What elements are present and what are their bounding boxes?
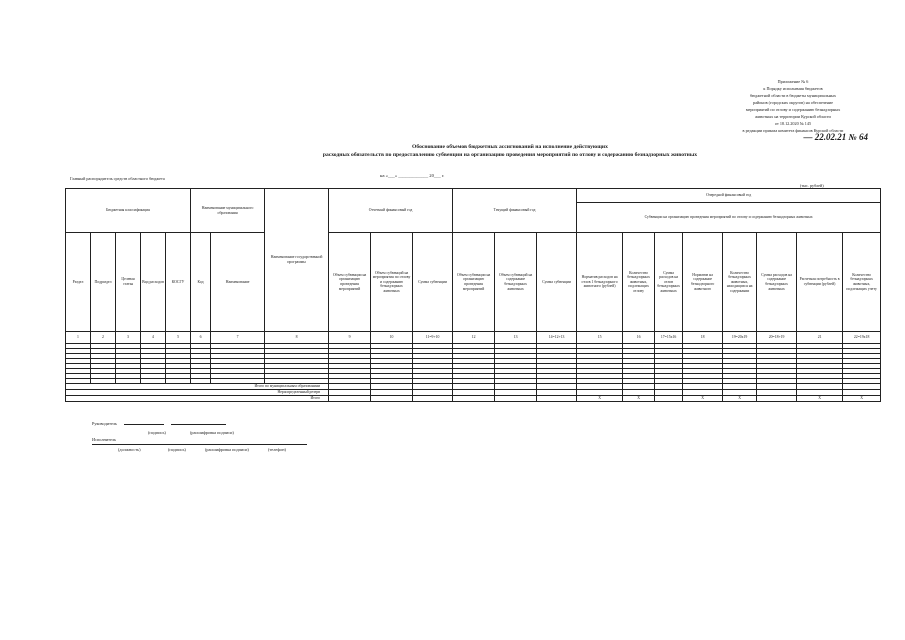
header-current-year: Текущий финансовый год [453, 189, 577, 233]
head-label: Руководитель [92, 421, 117, 426]
x-mark: Х [797, 396, 843, 402]
col-number: 20=18+19 [757, 332, 797, 344]
x-mark: Х [623, 396, 655, 402]
appendix-line: районов (городских округов) на обеспечение [752, 100, 834, 105]
col-label: КОСГУ [166, 233, 191, 332]
subject-label: Главный распорядитель средств областного бюджета [70, 176, 165, 181]
col-label: Норматив расходов на отлов 1 безнадзорного животного (рублей) [577, 233, 623, 332]
col-number: 13 [495, 332, 537, 344]
executor-name-caption: (расшифровка подписи) [205, 447, 249, 452]
col-label: Вид расходов [141, 233, 166, 332]
x-mark: Х [577, 396, 623, 402]
document-title-line-2: расходных обязательств по предоставлению субвенции на организацию проведения мероприятий по отлову и содержанию безнадзорных животных [322, 152, 698, 158]
col-number: 14=12+13 [537, 332, 577, 344]
executor-pos-caption: (должность) [118, 447, 141, 452]
header-budget-class: Бюджетная классификация [66, 189, 191, 233]
col-label: Сумма расходов на содержание безнадзорных животных [757, 233, 797, 332]
col-label: Целевая статья [116, 233, 141, 332]
col-number: 21 [797, 332, 843, 344]
col-number: 15 [577, 332, 623, 344]
col-number: 9 [329, 332, 371, 344]
header-municipality: Наименование муниципального образования [191, 189, 265, 233]
col-number: 7 [211, 332, 265, 344]
appendix-line: от 18.12.2020 № 145 [774, 121, 812, 126]
head-name-caption: (расшифровка подписи) [190, 430, 234, 435]
appendix-line: к Порядку исполнения бюджетов [763, 86, 823, 91]
document-title-line-1: Обоснование объемов бюджетных ассигнований на исполнение действующих [412, 144, 608, 150]
col-label: Норматив на содержание безнадзорного животного [683, 233, 723, 332]
appendix-line: Приложение № 6 [777, 79, 809, 84]
header-program: Наименование государственной программы [265, 189, 329, 332]
head-sign-line [124, 424, 164, 425]
total-label: Итого [66, 396, 329, 402]
col-label: Расчетная потребность в субвенции (рублей) [797, 233, 843, 332]
col-number: 10 [371, 332, 413, 344]
col-label: Код [191, 233, 211, 332]
head-signature-block [92, 421, 226, 426]
executor-label: Исполнитель [92, 437, 117, 442]
subvention-table [65, 188, 881, 402]
col-number: 3 [116, 332, 141, 344]
col-number: 1 [66, 332, 91, 344]
col-number: 11=9+10 [413, 332, 453, 344]
total-label: Нераспределенный резерв [66, 390, 329, 396]
executor-line [92, 444, 307, 445]
header-report-year: Отчетный финансовый год [329, 189, 453, 233]
appendix-line: в редакции приказа комитета финансов Курской области [742, 128, 844, 133]
col-label: Наименование [211, 233, 265, 332]
col-number: 2 [91, 332, 116, 344]
date-line: на «___» _____________ 20___ г. [380, 173, 445, 178]
col-label: Количество безнадзорных животных, находящихся на содержании [723, 233, 757, 332]
head-sign-caption: (подпись) [148, 430, 166, 435]
header-next-subvention: Субвенции на организацию проведения мероприятий по отлову и содержанию безнадзорных животных [577, 203, 881, 233]
col-label: Раздел [66, 233, 91, 332]
x-mark: Х [723, 396, 757, 402]
total-label: Итого по муниципальным образованиям [66, 384, 329, 390]
col-number: 19=20х19 [723, 332, 757, 344]
total-row [66, 396, 881, 402]
column-number-row [66, 332, 881, 344]
x-mark: Х [683, 396, 723, 402]
col-label: Объем субвенций на содержание безнадзорных животных [495, 233, 537, 332]
col-number: 6 [191, 332, 211, 344]
col-label: Количество безнадзорных животных, подлежащих учету [843, 233, 881, 332]
col-number: 16 [623, 332, 655, 344]
col-number: 4 [141, 332, 166, 344]
col-number: 5 [166, 332, 191, 344]
col-label: Объем субвенций на мероприятия по отлову и содержанию безнадзорных животных [371, 233, 413, 332]
head-name-line [171, 424, 226, 425]
handwritten-signature: — 22.02.21 № 64 [803, 132, 868, 142]
appendix-block [718, 78, 868, 141]
col-label: Сумма расходов на отлов безнадзорных животных [655, 233, 683, 332]
header-next-year: Очередной финансовый год [577, 189, 881, 203]
executor-sign-caption: (подпись) [168, 447, 186, 452]
col-number: 17=15х16 [655, 332, 683, 344]
col-label: Объем субвенции на организацию проведения мероприятий [329, 233, 371, 332]
x-mark: Х [843, 396, 881, 402]
appendix-line: животных на территории Курской области [755, 114, 831, 119]
col-number: 12 [453, 332, 495, 344]
col-label: Сумма субвенции [537, 233, 577, 332]
units-label: (тыс. рублей) [800, 183, 824, 188]
col-number: 18 [683, 332, 723, 344]
col-label: Подраздел [91, 233, 116, 332]
col-number: 8 [265, 332, 329, 344]
col-label: Сумма субвенции [413, 233, 453, 332]
col-label: Объем субвенции на организацию проведения мероприятий [453, 233, 495, 332]
col-number: 22=19х18 [843, 332, 881, 344]
executor-phone-caption: (телефон) [268, 447, 286, 452]
appendix-line: бюджетной области в бюджеты муниципальных [750, 93, 836, 98]
col-label: Количество безнадзорных животных, подлежащих отлову [623, 233, 655, 332]
appendix-line: мероприятий по отлову и содержанию безнадзорных [745, 107, 841, 112]
